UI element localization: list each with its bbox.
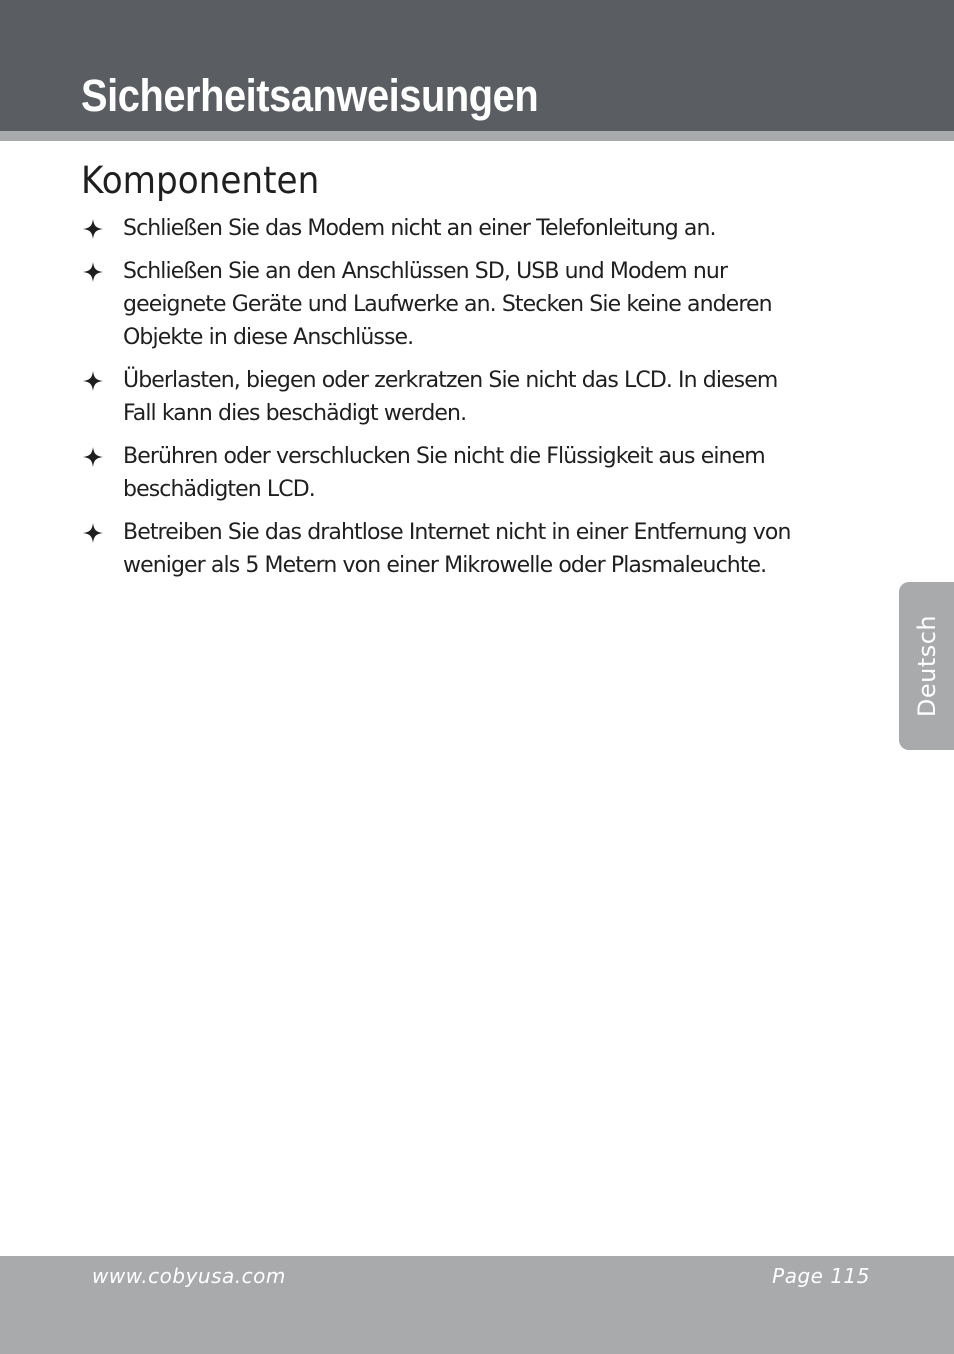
list-item-line: weniger als 5 Metern von einer Mikrowelle oder Plasmaleuchte. bbox=[123, 553, 767, 578]
four-point-star-icon bbox=[83, 516, 105, 549]
four-point-star-icon bbox=[83, 255, 105, 288]
list-item-line: Betreiben Sie das drahtlose Internet nicht in einer Entfernung von bbox=[123, 520, 791, 545]
list-item-line: beschädigten LCD. bbox=[123, 477, 315, 502]
four-point-star-icon bbox=[83, 212, 105, 245]
page-number: Page 115 bbox=[772, 1264, 870, 1288]
page-title: Sicherheitsanweisungen bbox=[81, 70, 539, 121]
language-tab-label: Deutsch bbox=[912, 614, 941, 718]
list-item-line: geeignete Geräte und Laufwerke an. Stecken Sie keine anderen bbox=[123, 292, 772, 317]
header-rule bbox=[0, 131, 954, 141]
list-item-line: Fall kann dies beschädigt werden. bbox=[123, 401, 467, 426]
list-item bbox=[81, 364, 881, 430]
language-tab[interactable] bbox=[899, 582, 954, 750]
list-item bbox=[81, 516, 881, 582]
four-point-star-icon bbox=[83, 364, 105, 397]
footer-url: www.cobyusa.com bbox=[92, 1264, 286, 1288]
four-point-star-icon bbox=[83, 440, 105, 473]
bullet-list bbox=[81, 212, 881, 592]
list-item-line: Schließen Sie an den Anschlüssen SD, USB und Modem nur bbox=[123, 259, 728, 284]
list-item-line: Überlasten, biegen oder zerkratzen Sie nicht das LCD. In diesem bbox=[123, 368, 778, 393]
list-item bbox=[81, 212, 881, 245]
list-item bbox=[81, 255, 881, 354]
list-item-line: Objekte in diese Anschlüsse. bbox=[123, 325, 414, 350]
list-item bbox=[81, 440, 881, 506]
list-item-line: Berühren oder verschlucken Sie nicht die Flüssigkeit aus einem bbox=[123, 444, 765, 469]
list-item-line: Schließen Sie das Modem nicht an einer Telefonleitung an. bbox=[123, 216, 716, 241]
section-heading: Komponenten bbox=[81, 159, 320, 202]
